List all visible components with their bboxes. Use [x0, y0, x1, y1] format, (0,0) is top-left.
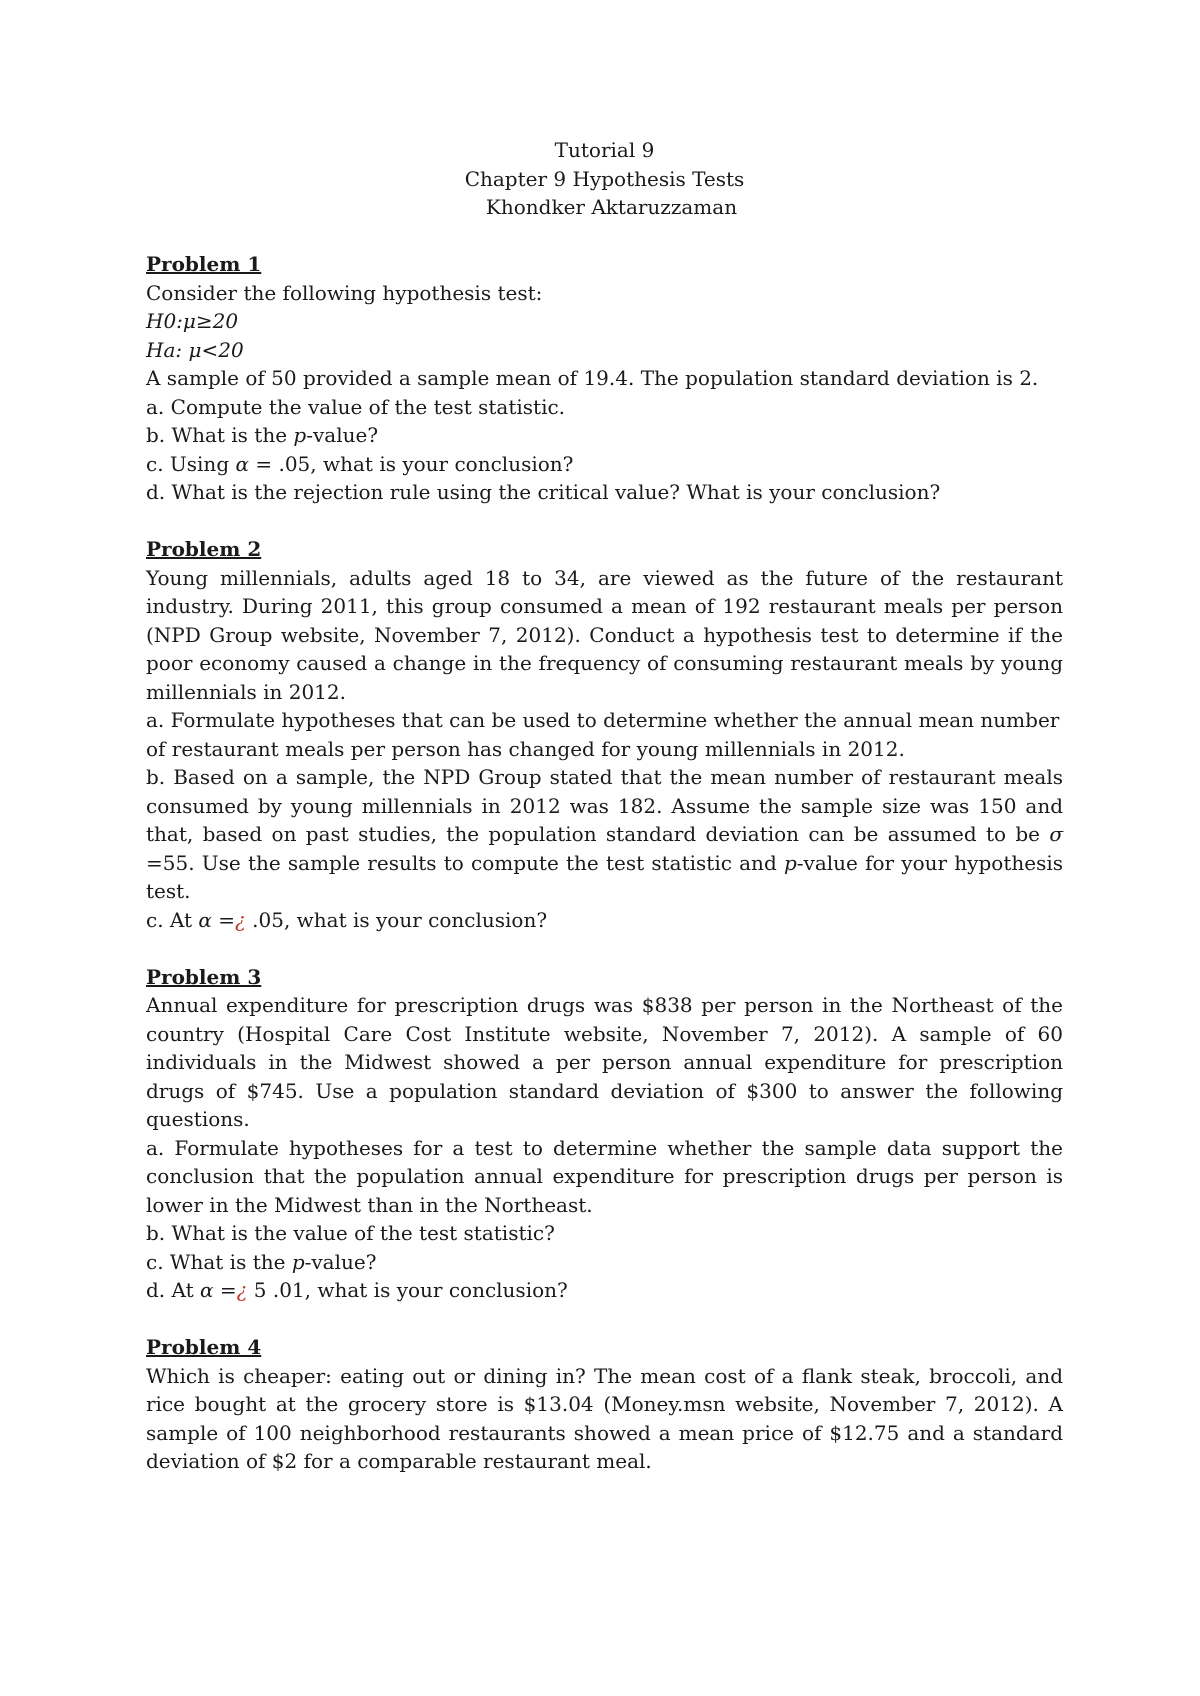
problem-3-part-a: a. Formulate hypotheses for a test to determine whether the sample data support the conclusion that the population annual expenditure for prescription drugs per person is lower in the Midwest than in the Northeast.	[146, 1135, 1063, 1217]
p-symbol: p	[783, 850, 797, 875]
problem-3-part-b: b. What is the value of the test statistic?	[146, 1221, 555, 1245]
part-c-prefix: c. Using	[146, 451, 236, 476]
part-b-suffix: -value for your hypothesis test.	[146, 850, 1063, 903]
part-b-middle: =55. Use the sample results to compute the test statistic and	[146, 850, 784, 875]
problem-2-title: Problem 2	[146, 537, 262, 561]
part-b-prefix: b. Based on a sample, the NPD Group stated that the mean number of restaurant meals consumed by young millennials in 2012 was 182. Assume the sample size was 150 and that, based on past studies, the population standard deviation can be assumed to be	[146, 765, 1063, 846]
problem-3-part-c	[146, 1248, 1063, 1277]
problem-3-part-d	[146, 1276, 1063, 1305]
h0-label: H0:	[146, 309, 183, 333]
problem-3	[146, 963, 1063, 1305]
problem-1-intro: Consider the following hypothesis test:	[146, 280, 543, 305]
ha-expression: μ<20	[182, 337, 244, 362]
document-subtitle: Chapter 9 Hypothesis Tests	[464, 166, 745, 191]
part-d-prefix: d. At	[146, 1278, 201, 1302]
problem-1-part-d: d. What is the rejection rule using the critical value? What is your conclusion?	[146, 480, 941, 504]
problem-2	[146, 535, 1063, 934]
alpha-symbol: α	[198, 907, 212, 932]
alpha-symbol: α	[235, 451, 249, 476]
problem-1	[146, 250, 1063, 507]
problem-3-text: Annual expenditure for prescription drugs was $838 per person in the Northeast of the country (Hospital Care Cost Institute website, November 7, 2012). A sample of 60 individuals in the Midwest showed a per person annual expenditure for prescription drugs of $745. Use a population standard deviation of $300 to answer the following questions.	[146, 993, 1063, 1131]
document-header	[146, 136, 1063, 222]
document-author: Khondker Aktaruzzaman	[485, 195, 738, 219]
p-symbol: p	[291, 1249, 305, 1274]
problem-2-part-b	[146, 763, 1063, 906]
problem-4	[146, 1333, 1063, 1476]
part-c-prefix: c. What is the	[146, 1249, 292, 1274]
part-d-suffix: 5 .01, what is your conclusion?	[247, 1278, 568, 1302]
ha-label: Ha:	[146, 337, 183, 362]
problem-1-text: A sample of 50 provided a sample mean of 19.4. The population standard deviation is 2.	[146, 366, 1039, 390]
part-c-suffix: -value?	[304, 1249, 377, 1274]
problem-1-part-a: a. Compute the value of the test statistic.	[146, 394, 566, 419]
problem-2-part-a-line1: a. Formulate hypotheses that can be used to determine whether the annual mean number	[146, 708, 1060, 732]
problem-1-alt-hypothesis	[146, 336, 1063, 365]
part-c-suffix: = .05, what is your conclusion?	[249, 451, 574, 476]
problem-2-part-a-line2: of restaurant meals per person has changed for young millennials in 2012.	[146, 736, 905, 761]
problem-2-text: Young millennials, adults aged 18 to 34, are viewed as the future of the restaurant industry. During 2011, this group consumed a mean of 192 restaurant meals per person (NPD Group website, November 7, 2012). Conduct a hypothesis test to determine if the poor economy caused a change in the frequency of consuming restaurant meals by young millennials in 2012.	[146, 565, 1063, 704]
problem-1-title: Problem 1	[146, 252, 262, 276]
inverted-question-mark: ¿	[235, 907, 246, 932]
equals-sign: =	[211, 907, 236, 932]
problem-1-part-b	[146, 421, 1063, 450]
document-title: Tutorial 9	[554, 138, 655, 162]
part-b-prefix: b. What is the	[146, 423, 294, 447]
part-c-suffix: .05, what is your conclusion?	[245, 907, 548, 932]
problem-3-title: Problem 3	[146, 964, 262, 989]
problem-4-text: Which is cheaper: eating out or dining in? The mean cost of a flank steak, broccoli, and rice bought at the grocery store is $13.04 (Money.msn website, November 7, 2012). A sample of 100 neighborhood restaurants showed a mean price of $12.75 and a standard deviation of $2 for a comparable restaurant meal.	[146, 1363, 1063, 1473]
sigma-symbol: σ	[1049, 822, 1063, 846]
alpha-symbol: α	[200, 1278, 214, 1302]
part-b-suffix: -value?	[306, 423, 379, 447]
problem-2-part-c	[146, 906, 1063, 935]
document-page	[146, 0, 1063, 1696]
part-c-prefix: c. At	[146, 907, 199, 932]
inverted-question-mark: ¿	[236, 1278, 248, 1302]
problem-1-null-hypothesis	[146, 307, 1063, 336]
equals-sign: =	[213, 1278, 237, 1302]
p-symbol: p	[293, 423, 307, 447]
problem-1-part-c	[146, 450, 1063, 479]
problem-4-title: Problem 4	[146, 1335, 262, 1359]
h0-expression: μ≥20	[182, 309, 239, 333]
